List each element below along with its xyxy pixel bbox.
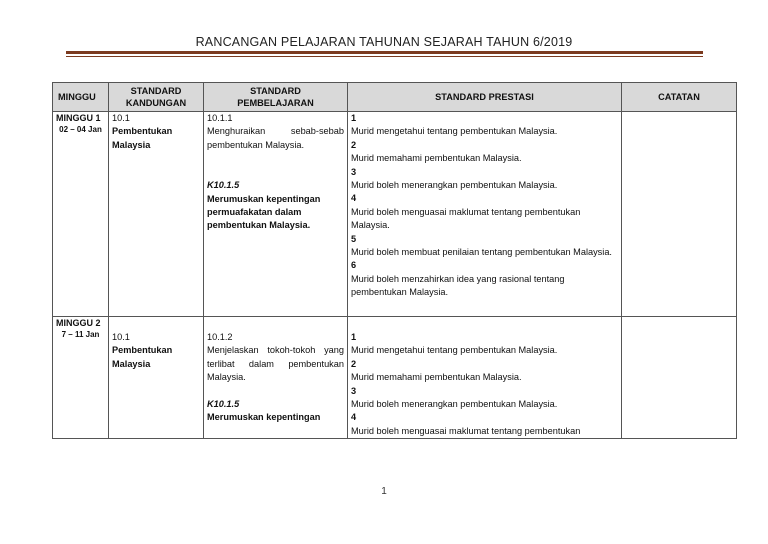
table-row	[53, 317, 737, 439]
sk-code: 10.1	[112, 113, 130, 123]
sk-code: 10.1	[112, 332, 130, 342]
header-standard-prestasi: STANDARD PRESTASI	[348, 83, 622, 112]
prestasi-level: 3	[351, 166, 357, 177]
k-text: Merumuskan kepentingan permuafakatan dalam pembentukan Malaysia.	[207, 193, 321, 231]
prestasi-level: 1	[351, 332, 357, 342]
page-title: RANCANGAN PELAJARAN TAHUNAN SEJARAH TAHUN 6/2019	[195, 35, 573, 49]
prestasi-desc: Murid boleh menerangkan pembentukan Malaysia.	[351, 180, 558, 191]
prestasi-level: 2	[351, 358, 357, 369]
catatan-cell	[622, 317, 737, 439]
standard-kandungan-cell	[109, 112, 204, 317]
sp-text: Menjelaskan tokoh-tokoh yang terlibat dalam pembentukan Malaysia.	[207, 345, 344, 383]
sp-text: Menghuraikan sebab-sebab pembentukan Malaysia.	[207, 126, 344, 150]
prestasi-level: 1	[351, 113, 357, 123]
sk-title-line2: Malaysia	[112, 139, 151, 150]
sk-title-line2: Malaysia	[112, 358, 151, 369]
prestasi-level: 4	[351, 193, 357, 204]
sp-code: 10.1.1	[207, 113, 233, 123]
table-header-row	[53, 83, 737, 112]
k-text: Merumuskan kepentingan	[207, 412, 321, 423]
prestasi-level: 4	[351, 412, 357, 423]
prestasi-desc: Murid memahami pembentukan Malaysia.	[351, 372, 522, 383]
header-sk-line2: KANDUNGAN	[125, 98, 187, 108]
header-sp-line2: PEMBELAJARAN	[237, 98, 314, 108]
title-rule-thin	[66, 56, 703, 57]
standard-pembelajaran-cell	[204, 112, 348, 317]
header-sk-line1: STANDARD	[130, 86, 182, 96]
header-standard-pembelajaran	[204, 83, 348, 112]
minggu-cell	[53, 112, 109, 317]
sp-code: 10.1.2	[207, 332, 233, 342]
prestasi-level: 2	[351, 139, 357, 150]
prestasi-desc: Murid boleh menguasai maklumat tentang pembentukan Malaysia.	[351, 206, 581, 231]
table-row	[53, 112, 737, 317]
prestasi-level: 3	[351, 385, 357, 396]
minggu-cell	[53, 317, 109, 439]
prestasi-level: 6	[351, 260, 357, 271]
standard-prestasi-cell	[348, 112, 622, 317]
sk-title-line1: Pembentukan	[112, 345, 173, 356]
header-minggu: MINGGU	[53, 83, 109, 112]
catatan-cell	[622, 112, 737, 317]
prestasi-desc: Murid memahami pembentukan Malaysia.	[351, 153, 522, 164]
title-rule-thick	[66, 51, 703, 54]
standard-prestasi-cell	[348, 317, 622, 439]
prestasi-desc: Murid boleh menguasai maklumat tentang pembentukan	[351, 425, 581, 436]
sk-title-line1: Pembentukan	[112, 126, 173, 137]
prestasi-level: 5	[351, 233, 357, 244]
header-standard-kandungan	[109, 83, 204, 112]
k-code: K10.1.5	[207, 180, 240, 191]
prestasi-desc: Murid boleh membuat penilaian tentang pembentukan Malaysia.	[351, 247, 612, 258]
page-number: 1	[381, 486, 387, 497]
prestasi-desc: Murid mengetahui tentang pembentukan Malaysia.	[351, 345, 558, 356]
prestasi-desc: Murid mengetahui tentang pembentukan Malaysia.	[351, 126, 558, 137]
minggu-date: 7 – 11 Jan	[61, 330, 100, 339]
minggu-date: 02 – 04 Jan	[59, 125, 102, 134]
header-catatan: CATATAN	[622, 83, 737, 112]
header-sp-line1: STANDARD	[250, 86, 301, 96]
standard-kandungan-cell	[109, 317, 204, 439]
standard-pembelajaran-cell	[204, 317, 348, 439]
minggu-label: MINGGU 1	[56, 113, 101, 123]
rpt-table	[52, 82, 737, 439]
k-code: K10.1.5	[207, 398, 240, 409]
prestasi-desc: Murid boleh menerangkan pembentukan Malaysia.	[351, 399, 558, 410]
prestasi-desc: Murid boleh menzahirkan idea yang rasional tentang pembentukan Malaysia.	[351, 273, 565, 298]
minggu-label: MINGGU 2	[56, 318, 101, 328]
